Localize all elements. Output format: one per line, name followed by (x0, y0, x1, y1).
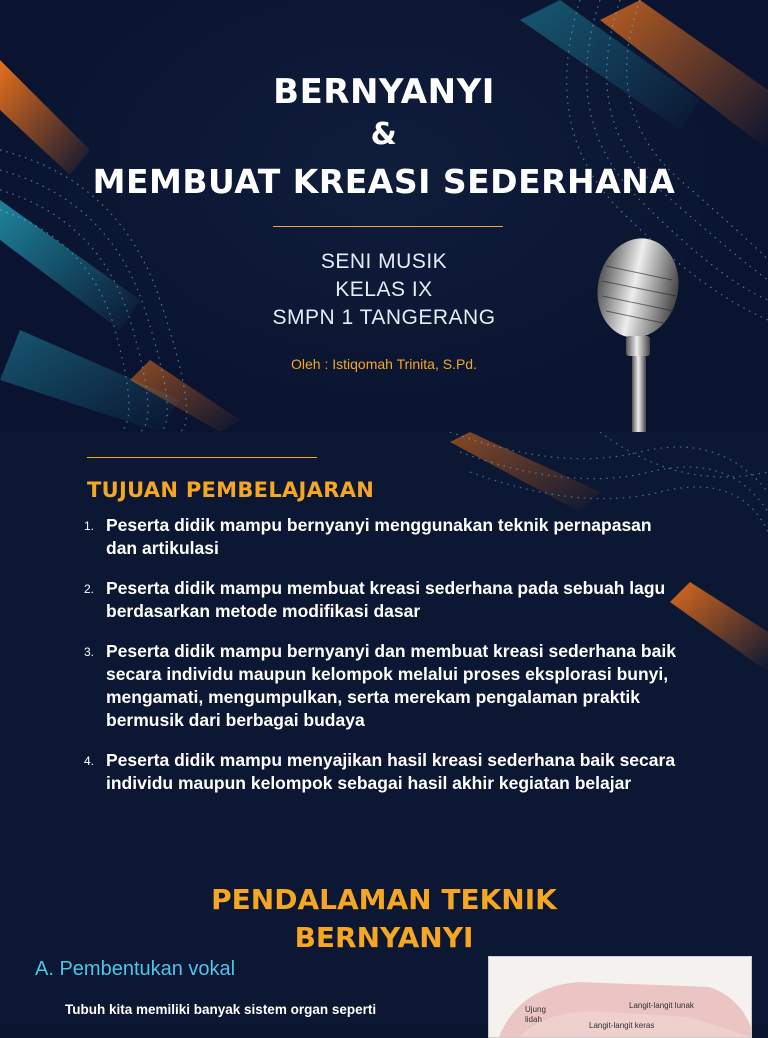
item-text: Peserta didik mampu menyajikan hasil kreasi sederhana baik secara individu maupun kelompok sebagai hasil akhir kegiatan belajar (106, 750, 676, 793)
label-lidah: lidah (525, 1015, 542, 1024)
label-langit-lunak: Langit-langit lunak (629, 1001, 694, 1010)
heading-divider (87, 457, 317, 458)
vocal-tract-diagram (488, 956, 752, 1038)
item-text: Peserta didik mampu membuat kreasi sederhana pada sebuah lagu berdasarkan metode modifikasi dasar (106, 578, 666, 621)
item-number: 1. (84, 519, 95, 533)
item-number: 2. (84, 582, 95, 596)
list-item (84, 749, 684, 795)
list-item (84, 640, 684, 732)
list-item (84, 577, 684, 623)
technique-heading-line-1: PENDALAMAN TEKNIK (211, 883, 557, 916)
title-ampersand: & (370, 117, 398, 152)
item-text: Peserta didik mampu bernyanyi dan membuat kreasi sederhana baik secara individu maupun kelompok melalui proses eksplorasi bunyi, mengamati, mengumpulkan, serta merekam pengalaman praktik bermusik dari berbagai budaya (106, 641, 676, 730)
list-item (84, 514, 684, 560)
school-label: SMPN 1 TANGERANG (272, 306, 496, 329)
section-a-heading: A. Pembentukan vokal (35, 958, 236, 980)
section-a-body: Tubuh kita memiliki banyak sistem organ seperti (65, 1002, 377, 1017)
item-text: Peserta didik mampu bernyanyi menggunakan teknik pernapasan dan artikulasi (106, 515, 652, 558)
title-line-2: MEMBUAT KREASI SEDERHANA (92, 162, 676, 201)
author-label: Oleh : Istiqomah Trinita, S.Pd. (291, 356, 477, 372)
title-slide (0, 0, 768, 432)
item-number: 4. (84, 754, 95, 768)
subject-label: SENI MUSIK (320, 250, 448, 273)
grade-label: KELAS IX (335, 278, 433, 301)
objectives-list (84, 514, 684, 812)
label-langit-keras: Langit-langit keras (589, 1021, 655, 1030)
item-number: 3. (84, 645, 95, 659)
technique-heading-line-2: BERNYANYI (294, 921, 474, 954)
title-line-1: BERNYANYI (273, 72, 495, 112)
label-ujung: Ujung (525, 1005, 546, 1014)
objectives-heading: TUJUAN PEMBELAJARAN (87, 478, 375, 502)
title-divider (273, 226, 503, 227)
microphone-icon (592, 236, 692, 432)
